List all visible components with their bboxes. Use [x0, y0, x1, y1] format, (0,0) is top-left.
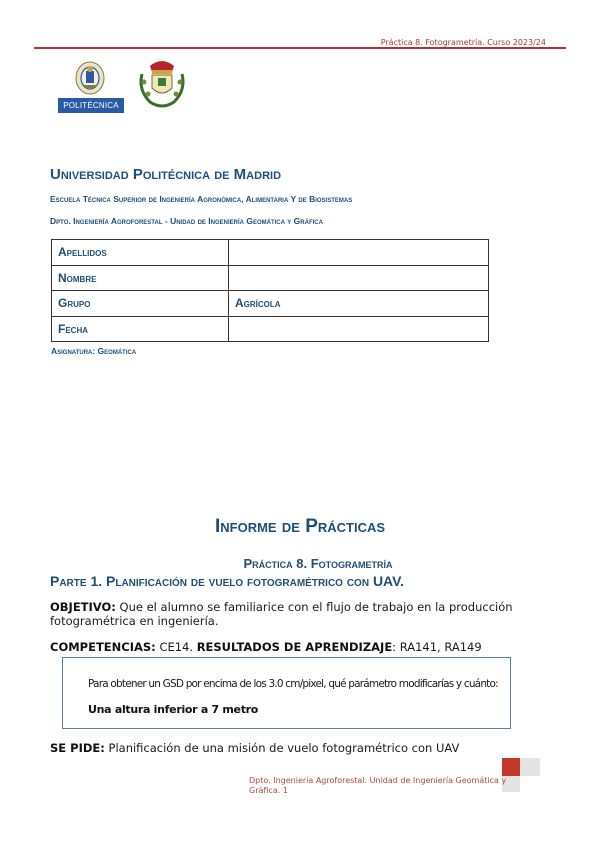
university-name: Universidad Politécnica de Madrid: [50, 166, 282, 183]
footer-red-square: [502, 758, 520, 776]
page-number: 1: [282, 786, 288, 795]
results-label: RESULTADOS DE APRENDIZAJE: [196, 640, 393, 654]
header-rule: [34, 47, 566, 49]
fecha-label: Fecha: [52, 316, 229, 342]
running-header: Práctica 8. Fotogrametría. Curso 2023/24: [380, 38, 546, 47]
practice-title: Práctica 8. Fotogrametría: [243, 556, 393, 571]
table-row: [52, 291, 489, 317]
fecha-field[interactable]: [229, 316, 489, 342]
question-text: Para obtener un GSD por encima de los 3.0 cm/pixel, qué parámetro modificarías y cuánto:: [88, 678, 498, 690]
footer-gray-square: [520, 758, 540, 776]
subject-line: Asignatura: Geomática: [51, 346, 137, 356]
question-box: [62, 657, 511, 729]
student-info-table: [51, 239, 489, 342]
answer-text[interactable]: Una altura inferior a 7 metro: [88, 703, 259, 716]
table-row: [52, 240, 489, 266]
apellidos-field[interactable]: [229, 240, 489, 266]
etsi-logo: [136, 56, 188, 112]
competencies-label: COMPETENCIAS:: [50, 640, 156, 654]
nombre-label: Nombre: [52, 265, 229, 291]
se-pide-label: SE PIDE:: [50, 741, 105, 755]
objective-label: OBJETIVO:: [50, 600, 116, 614]
nombre-field[interactable]: [229, 265, 489, 291]
se-pide-text: Planificación de una misión de vuelo fotogramétrico con UAV: [108, 741, 460, 755]
part-title: Parte 1. Planificación de vuelo fotogramétrico con UAV.: [50, 573, 405, 589]
competencies-value: CE14.: [159, 640, 194, 654]
school-name: Escuela Técnica Superior de Ingeniería Agronómica, Alimentaria Y de Biosistemas: [50, 194, 353, 204]
footer-department: Dpto. Ingeniería Agroforestal. Unidad de Ingeniería Geomática y Gráfica.: [249, 776, 507, 795]
table-row: [52, 265, 489, 291]
department-name: Dpto. Ingeniería Agroforestal - Unidad de Ingeniería Geomática y Gráfica: [50, 216, 323, 226]
grupo-field[interactable]: Agrícola: [229, 291, 489, 317]
objective-text: Que el alumno se familiarice con el flujo de trabajo en la producción fotogramétrica en ingeniería.: [50, 600, 513, 628]
upm-logo: [58, 60, 124, 116]
grupo-label: Grupo: [52, 291, 229, 317]
competencies-line: [50, 640, 482, 654]
table-row: [52, 316, 489, 342]
apellidos-label: Apellidos: [52, 240, 229, 266]
etsi-crest-icon: [136, 56, 188, 112]
report-title: Informe de Prácticas: [214, 516, 386, 537]
footer-text: [249, 776, 511, 796]
results-value: : RA141, RA149: [392, 640, 482, 654]
upm-banner: POLITÉCNICA: [58, 98, 124, 113]
objective-paragraph: [50, 600, 530, 628]
upm-crest-icon: [72, 60, 108, 96]
se-pide-line: [50, 741, 459, 755]
